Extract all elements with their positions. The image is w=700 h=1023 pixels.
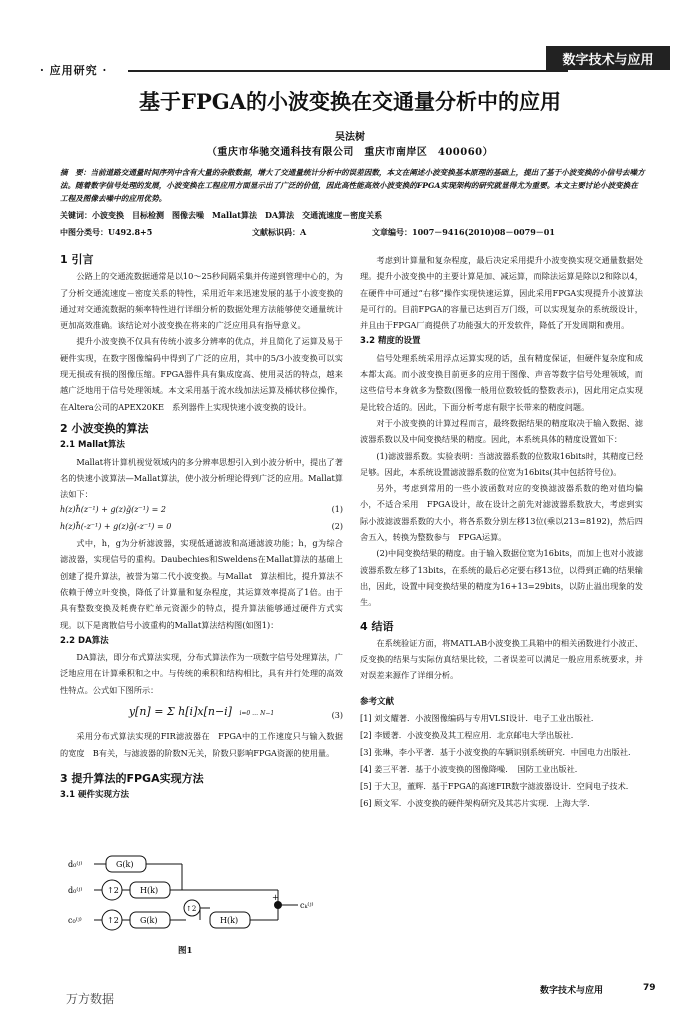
paragraph: (2)中间变换结果的精度。由于输入数据位宽为16bits，而加上也对小波滤波器系数左移了13bits，在系统的最后必定要右移13位，以得到正确的结果输出，因此，设置中间变换结果的精度为16+13=29bits，以防止溢出现象的发生。 [360, 548, 644, 608]
paragraph: 在系统验证方面，将MATLAB小波变换工具箱中的相关函数进行小波正、反变换的结果与实际仿真结果比较，二者误差可以满足一般应用系统要求，并对误差来源作了详细分析。 [360, 637, 643, 681]
reference-item: [4] 姜三平著．基于小波变换的图像降噪． 国防工业出版社． [360, 764, 583, 775]
equation-2 [60, 519, 343, 535]
header-rule [128, 70, 568, 72]
clc-number: 中图分类号：U492.8+5 [60, 227, 153, 237]
figure-1-diagram [66, 850, 328, 940]
left-column [60, 252, 343, 804]
paragraph: 考虑到计算量和复杂程度，最后决定采用提升小波变换实现交通量数据处理。提升小波变换中的主要计算是加、减运算，而除法运算是除以2和除以4，在硬件中可通过“右移”操作实现快速运算，因此采用FPGA实现提升小波算法是可行的。目前FPGA的容量已达到百万门级，可以实现复杂的系统级设计，并且由于FPGA厂商提供了功能强大的开发软件，降低了开发周期和费用。 [360, 255, 643, 331]
reference-item: [6] 顾文军．小波变换的硬件架构研究及其芯片实现．上海大学． [360, 798, 596, 809]
equation-3 [60, 704, 343, 722]
equation-3-body: y[n] = Σ h[i]x[n−i] [128, 705, 232, 719]
affiliation: （重庆市华驰交通科技有限公司 重庆市南岸区 400060） [206, 147, 494, 158]
equation-3-number: (3) [331, 711, 343, 721]
references-heading: 参考文献 [360, 696, 395, 707]
paragraph: DA算法，即分布式算法实现，分布式算法作为一项数字信号处理算法，广泛地应用在计算乘积和之中。与传统的乘积和结构相比，具有并行处理的高效性特点。公式如下图所示： [60, 652, 343, 695]
subsection-heading: 3.1 硬件实现方法 [60, 790, 130, 801]
section-heading: 1 引言 [60, 253, 94, 266]
g-filter-label-1: G(k) [116, 860, 134, 869]
g-filter-label-2: G(k) [140, 916, 158, 925]
article-number: 文章编号：1007－9416(2010)08－0079－01 [372, 227, 555, 237]
section-heading: 3 提升算法的FPGA实现方法 [60, 771, 204, 785]
document-code: 文献标识码：A [252, 227, 307, 237]
keywords: 关键词：小波变换 目标检测 图像去噪 Mallat算法 DA算法 交通流速度－密度关系 [60, 210, 383, 220]
watermark: 万方数据 [66, 992, 115, 1006]
section-label: · 应用研究 · [40, 64, 108, 77]
abstract: 摘 要：当前道路交通量时间序列中含有大量的杂散数据，增大了交通量统计分析中的误差因数，本文在阐述小波变换基本原理的基础上，提出了基于小波变换的小信号去噪方法。随着数字信号处理的发展，小波变换在工程应用方面显示出了广泛的价值，因此高性能高效小波变换的FPGA实现架构的研究就显得尤为重要。本文主要讨论小波变换在工程及图像去噪中的应用优势。 [60, 168, 645, 203]
paragraph: Mallat将计算机视觉领域内的多分辨率思想引入到小波分析中，提出了著名的快速小波算法—Mallat算法，使小波分析理论得到广泛的应用。Mallat算法如下： [60, 456, 343, 500]
sum-label: + [272, 893, 279, 902]
subsection-heading: 2.1 Mallat算法 [60, 440, 125, 451]
paragraph: 采用分布式算法实现的FIR滤波器在 FPGA中的工作速度只与输入数据的宽度 B有关，与滤波器的阶数N无关，阶数只影响FPGA资源的使用量。 [60, 731, 343, 758]
paragraph: 对于小波变换的计算过程而言，最终数据结果的精度取决于输入数据、滤波器系数以及中间变换结果的精度。因此，本系统具体的精度设置如下： [360, 417, 643, 445]
input-label-3: c₀⁽ʲ⁾ [68, 916, 82, 925]
section-heading: 2 小波变换的算法 [60, 421, 149, 435]
paragraph: 信号处理系统采用浮点运算实现的话，虽有精度保证，但硬件复杂度和成本都太高。而小波变换目前更多的应用于图像、声音等数字信号处理领域，而这些信号本身就多为整数(图像一般用位数较低的整数表示)，因此用定点实现是比较合适的。因此，下面分析考虑有限字长带来的精度问题。 [360, 352, 643, 412]
output-label: cₖ⁽ʲ⁾ [300, 901, 314, 910]
equation-1-body: h(z)h̃(z⁻¹) + g(z)g̃(z⁻¹) = 2 [60, 505, 166, 515]
reference-item: [2] 李媛著．小波变换及其工程应用．北京邮电大学出版社． [360, 730, 579, 741]
paragraph: 提升小波变换不仅具有传统小波多分辨率的优点，并且简化了运算及易于硬件实现，在数字图像编码中得到了广泛的应用，其中的5/3小波变换可以实现无损或有损的图像压缩。FPGA器件具有集成度高、使用灵活的特点，越来越广泛地用于信号处理领域。本文采用基于流水线加法运算及桶状移位操作，在Altera公司的APEX20KE 系列器件上实现快速小波变换的设计。 [60, 336, 343, 412]
equation-1 [60, 502, 343, 518]
upsample-label-1: ↑2 [107, 886, 119, 895]
right-column [360, 252, 643, 812]
paragraph: 另外，考虑到常用的一些小波函数对应的变换滤波器系数的绝对值均偏小，不适合采用 FPGA设计，故在设计之前先对滤波器系数放大，考虑到实际小波滤波器系数的大小，将各系数分别左移13位(乘以213=8192)，然后四舍五入，转换为整数参与 FPGA运算。 [360, 483, 643, 543]
reference-item: [5] 于大卫，董辉．基于FPGA的高速FIR数字滤波器设计．空间电子技术． [360, 781, 634, 792]
input-label-1: d₀⁽ʲ⁾ [68, 860, 83, 869]
paragraph: 式中，h，g为分析滤波器，实现低通滤波和高通滤波功能；h，g为综合滤波器，实现信号的重构。Daubechies和Sweldens在Mallat算法的基础上创建了提升算法，被誉为第二代小波变换。与Mallat 算法相比，提升算法不依赖于傅立叶变换，降低了计算量和复杂程度，其运算效率提高了1倍。由于具有整数变换及耗费存贮单元资源少的特点，提升算法能够通过硬件方式实现。以下是离散信号小波重构的Mallat算法结构图(如图1)： [60, 538, 343, 630]
author: 吴法树 [335, 132, 365, 143]
reference-list [360, 710, 643, 812]
reference-item: [1] 刘文耀著．小波图像编码与专用VLSI设计．电子工业出版社． [360, 713, 600, 724]
subsection-heading: 3.2 精度的设置 [360, 336, 421, 347]
page-number: 79 [643, 983, 656, 993]
journal-tag: 数字技术与应用 [546, 46, 670, 70]
upsample-label-3: ↑2 [186, 905, 197, 913]
footer-journal: 数字技术与应用 [540, 986, 604, 996]
equation-2-body: h(z)h̃(-z⁻¹) + g(z)g̃(-z⁻¹) = 0 [60, 521, 172, 531]
section-heading: 4 结语 [360, 619, 394, 633]
input-label-2: d₀⁽ʲ⁾ [68, 886, 83, 895]
paragraph: (1)滤波器系数。实验表明：当滤波器系数的位数取16bits时，其精度已经足够。因此，本系统设置滤波器系数的位宽为16bits(其中包括符号位)。 [360, 450, 644, 477]
upsample-label-2: ↑2 [107, 916, 119, 925]
h-filter-label-2: H(k) [220, 916, 239, 925]
h-filter-label-1: H(k) [140, 886, 159, 895]
equation-3-limits: i=0 … N−1 [239, 710, 275, 718]
equation-1-number: (1) [331, 505, 343, 515]
article-title: 基于FPGA的小波变换在交通量分析中的应用 [139, 89, 561, 114]
paragraph: 公路上的交通流数据通常是以10～25秒间隔采集并传递到管理中心的，为了分析交通流速度－密度关系的特性，采用近年来迅速发展的基于小波变换的通过对交通流数据的频率特性进行详细分析的数据处理方法能够使交通量统计更加高效准确。该结论对小波变换在将来的广泛应用具有指导意义。 [60, 271, 343, 331]
figure-caption: 图1 [178, 946, 193, 956]
reference-item: [3] 张琳，李小平著．基于小波变换的车辆识别系统研究．中国电力出版社． [360, 747, 637, 758]
sum-node [274, 901, 282, 909]
equation-2-number: (2) [331, 521, 343, 531]
subsection-heading: 2.2 DA算法 [60, 635, 109, 646]
